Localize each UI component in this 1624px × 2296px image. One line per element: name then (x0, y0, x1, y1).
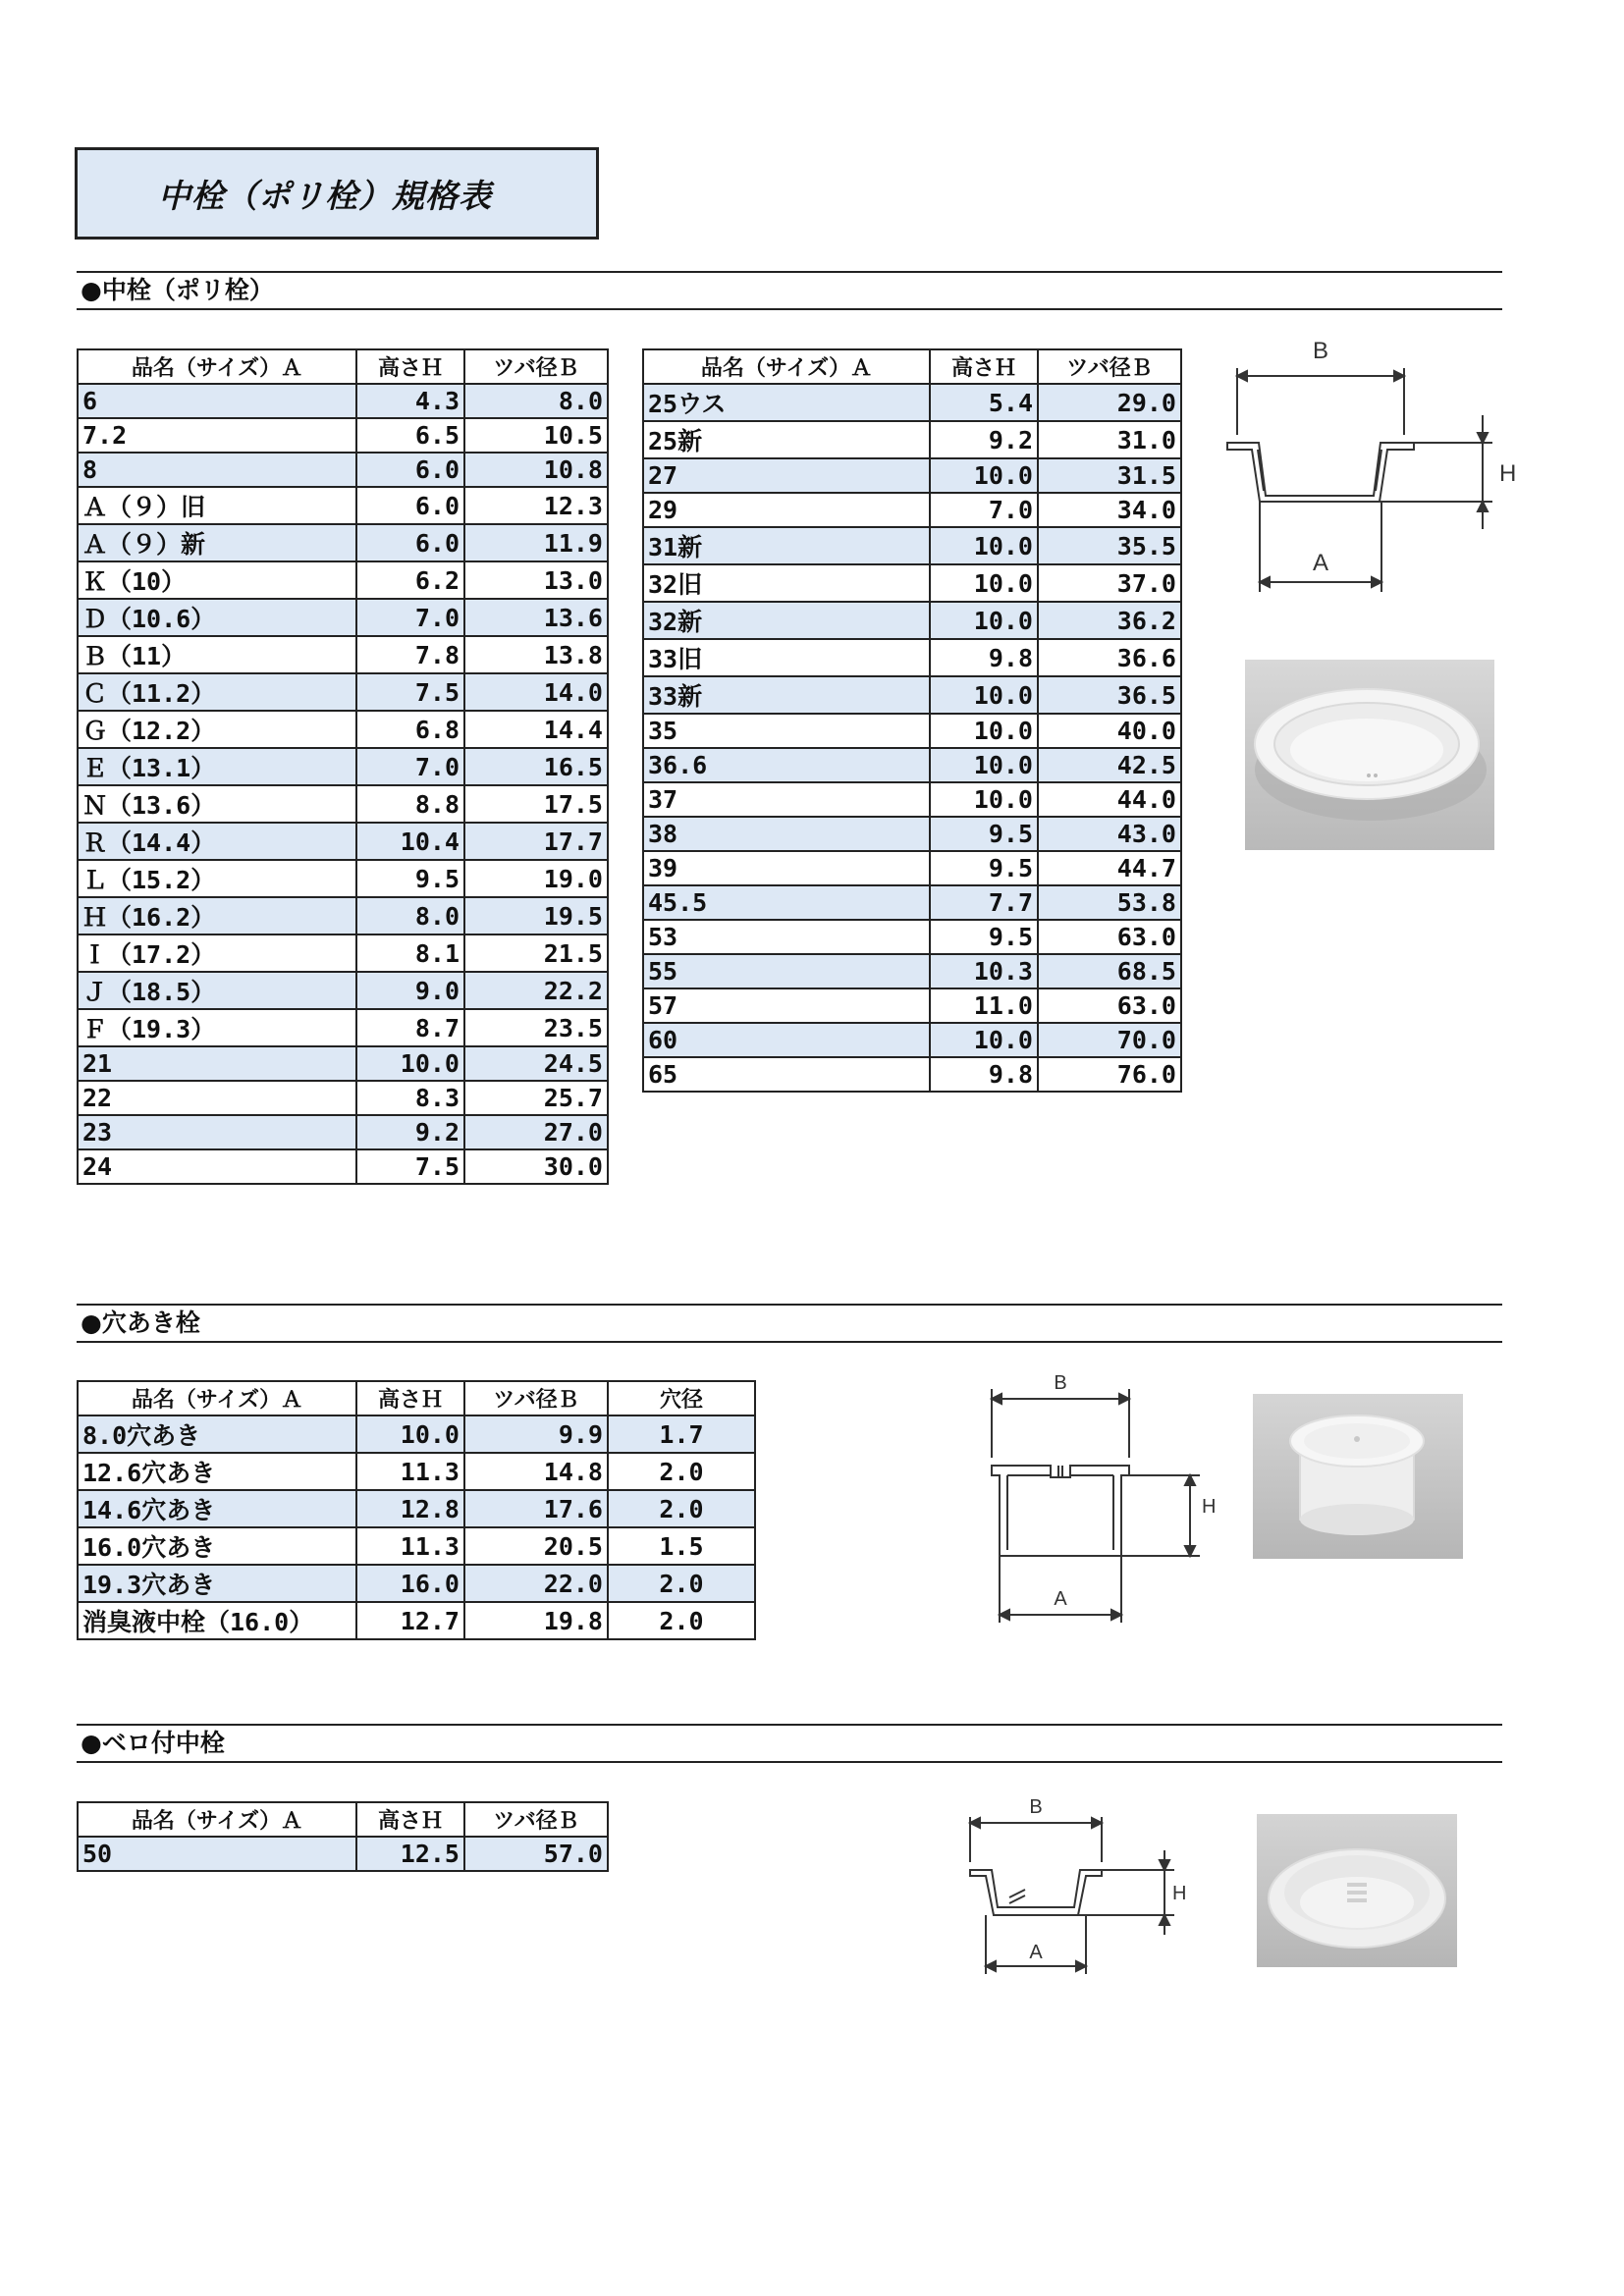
cell-name: 27 (643, 458, 930, 493)
cell-name: Ｈ（16.2） (78, 897, 356, 934)
cell-name: 23 (78, 1115, 356, 1149)
col-header-name: 品名（サイズ）Ａ (643, 349, 930, 384)
table-row (78, 1046, 608, 1081)
table-row (643, 782, 1181, 817)
cell-hole: 2.0 (608, 1602, 755, 1639)
diagram-label-h: H (1172, 1883, 1187, 1904)
cell-flange: 24.5 (464, 1046, 608, 1081)
table-row (78, 711, 608, 748)
table-row (643, 748, 1181, 782)
table-row (643, 421, 1181, 458)
cell-flange: 53.8 (1038, 885, 1181, 920)
cell-flange: 19.5 (464, 897, 608, 934)
col-header-hole: 穴径 (608, 1381, 755, 1415)
cell-height: 11.3 (356, 1453, 464, 1490)
table-row (643, 988, 1181, 1023)
table-row (78, 673, 608, 711)
cell-flange: 25.7 (464, 1081, 608, 1115)
cell-flange: 30.0 (464, 1149, 608, 1184)
cell-name: 55 (643, 954, 930, 988)
cell-height: 5.4 (930, 384, 1038, 421)
cell-name: 19.3穴あき (78, 1565, 356, 1602)
cell-flange: 23.5 (464, 1009, 608, 1046)
cell-name: 37 (643, 782, 930, 817)
cell-height: 10.0 (930, 602, 1038, 639)
cell-name: 38 (643, 817, 930, 851)
cell-flange: 13.6 (464, 599, 608, 636)
cell-height: 10.0 (930, 676, 1038, 714)
cell-flange: 9.9 (464, 1415, 608, 1453)
table-row (78, 384, 608, 418)
cell-height: 10.0 (356, 1046, 464, 1081)
cell-name: Ｄ（10.6） (78, 599, 356, 636)
cell-height: 9.5 (930, 920, 1038, 954)
table-row (78, 1115, 608, 1149)
cell-flange: 76.0 (1038, 1057, 1181, 1092)
cell-height: 8.8 (356, 785, 464, 823)
col-header-flange: ツバ径Ｂ (1038, 349, 1181, 384)
hole-plug-photo (1253, 1394, 1463, 1559)
cell-flange: 27.0 (464, 1115, 608, 1149)
table-row (643, 885, 1181, 920)
cell-hole: 2.0 (608, 1490, 755, 1527)
cell-flange: 63.0 (1038, 988, 1181, 1023)
table-row (78, 785, 608, 823)
cell-flange: 17.5 (464, 785, 608, 823)
poly-plug-photo (1245, 660, 1494, 850)
cell-flange: 10.8 (464, 453, 608, 487)
hole-table (77, 1380, 756, 1640)
diagram-label-b: B (1054, 1372, 1067, 1394)
poly-table-right (642, 348, 1182, 1093)
bellows-plug-diagram (960, 1791, 1206, 1988)
cell-hole: 2.0 (608, 1453, 755, 1490)
table-row (643, 493, 1181, 527)
cell-name: 32新 (643, 602, 930, 639)
cell-name: Ｃ（11.2） (78, 673, 356, 711)
cell-height: 9.5 (356, 860, 464, 897)
diagram-label-b: B (1029, 1796, 1043, 1818)
table-row (78, 823, 608, 860)
cell-flange: 36.6 (1038, 639, 1181, 676)
cell-flange: 14.8 (464, 1453, 608, 1490)
cell-height: 7.0 (356, 599, 464, 636)
cell-name: 12.6穴あき (78, 1453, 356, 1490)
cell-hole: 2.0 (608, 1565, 755, 1602)
cell-height: 7.5 (356, 1149, 464, 1184)
cell-height: 6.8 (356, 711, 464, 748)
cell-height: 10.3 (930, 954, 1038, 988)
cell-height: 10.0 (930, 714, 1038, 748)
cell-height: 12.8 (356, 1490, 464, 1527)
cell-flange: 22.2 (464, 972, 608, 1009)
cell-name: Ｉ（17.2） (78, 934, 356, 972)
cell-height: 9.2 (356, 1115, 464, 1149)
table-row (78, 1453, 755, 1490)
col-header-height: 高さＨ (356, 1802, 464, 1837)
cell-name: 33旧 (643, 639, 930, 676)
cell-height: 10.4 (356, 823, 464, 860)
table-row (643, 1057, 1181, 1092)
cell-flange: 34.0 (1038, 493, 1181, 527)
cell-flange: 44.7 (1038, 851, 1181, 885)
cell-name: Ｅ（13.1） (78, 748, 356, 785)
cell-flange: 13.8 (464, 636, 608, 673)
cell-name: 22 (78, 1081, 356, 1115)
cell-height: 6.0 (356, 453, 464, 487)
cell-flange: 29.0 (1038, 384, 1181, 421)
cell-flange: 43.0 (1038, 817, 1181, 851)
cell-name: 39 (643, 851, 930, 885)
table-row (643, 676, 1181, 714)
cell-flange: 20.5 (464, 1527, 608, 1565)
cell-height: 9.5 (930, 851, 1038, 885)
table-row (78, 934, 608, 972)
table-row (78, 453, 608, 487)
cell-height: 10.0 (930, 748, 1038, 782)
poly-plug-diagram (1222, 329, 1537, 604)
cell-flange: 36.5 (1038, 676, 1181, 714)
cell-height: 11.3 (356, 1527, 464, 1565)
cell-flange: 16.5 (464, 748, 608, 785)
table-row (78, 1009, 608, 1046)
cell-name: 14.6穴あき (78, 1490, 356, 1527)
cell-name: Ｂ（11） (78, 636, 356, 673)
table-row (78, 860, 608, 897)
cell-flange: 13.0 (464, 561, 608, 599)
cell-name: Ｒ（14.4） (78, 823, 356, 860)
cell-hole: 1.5 (608, 1527, 755, 1565)
col-header-flange: ツバ径Ｂ (464, 349, 608, 384)
cell-height: 8.0 (356, 897, 464, 934)
cell-name: 16.0穴あき (78, 1527, 356, 1565)
col-header-flange: ツバ径Ｂ (464, 1381, 608, 1415)
table-row (643, 920, 1181, 954)
cell-height: 10.0 (930, 527, 1038, 564)
col-header-height: 高さＨ (930, 349, 1038, 384)
cell-flange: 31.5 (1038, 458, 1181, 493)
table-row (78, 1149, 608, 1184)
table-row (78, 524, 608, 561)
cell-name: Ｎ（13.6） (78, 785, 356, 823)
diagram-label-h: H (1202, 1496, 1217, 1518)
col-header-height: 高さＨ (356, 1381, 464, 1415)
cell-name: Ｌ（15.2） (78, 860, 356, 897)
diagram-label-b: B (1312, 338, 1329, 364)
cell-height: 16.0 (356, 1565, 464, 1602)
cell-name: 21 (78, 1046, 356, 1081)
cell-height: 9.5 (930, 817, 1038, 851)
table-row (78, 487, 608, 524)
section-bellows-header: ●ベロ付中栓 (77, 1724, 1502, 1763)
cell-name: 60 (643, 1023, 930, 1057)
cell-name: 24 (78, 1149, 356, 1184)
page-title: 中栓（ポリ栓）規格表 (158, 176, 492, 215)
bellows-table (77, 1801, 609, 1872)
table-row (643, 714, 1181, 748)
cell-height: 7.0 (356, 748, 464, 785)
poly-table-left (77, 348, 609, 1185)
diagram-label-h: H (1499, 460, 1517, 487)
cell-name: Ｋ（10） (78, 561, 356, 599)
cell-flange: 36.2 (1038, 602, 1181, 639)
cell-name: 36.6 (643, 748, 930, 782)
cell-height: 7.0 (930, 493, 1038, 527)
cell-flange: 11.9 (464, 524, 608, 561)
cell-height: 9.0 (356, 972, 464, 1009)
cell-height: 6.0 (356, 487, 464, 524)
table-row (643, 954, 1181, 988)
section-hole-header: ●穴あき栓 (77, 1304, 1502, 1343)
cell-name: 50 (78, 1837, 356, 1871)
table-row (643, 602, 1181, 639)
cell-name: 32旧 (643, 564, 930, 602)
cell-name: 消臭液中栓（16.0） (78, 1602, 356, 1639)
table-row (643, 458, 1181, 493)
cell-flange: 12.3 (464, 487, 608, 524)
cell-flange: 17.7 (464, 823, 608, 860)
cell-height: 12.5 (356, 1837, 464, 1871)
bellows-plug-photo (1257, 1814, 1457, 1967)
table-row (78, 636, 608, 673)
col-header-flange: ツバ径Ｂ (464, 1802, 608, 1837)
cell-flange: 19.8 (464, 1602, 608, 1639)
cell-flange: 31.0 (1038, 421, 1181, 458)
table-row (78, 1527, 755, 1565)
col-header-name: 品名（サイズ）Ａ (78, 349, 356, 384)
cell-hole: 1.7 (608, 1415, 755, 1453)
table-row (78, 897, 608, 934)
cell-height: 9.8 (930, 639, 1038, 676)
cell-name: 31新 (643, 527, 930, 564)
cell-height: 8.7 (356, 1009, 464, 1046)
cell-flange: 35.5 (1038, 527, 1181, 564)
cell-flange: 40.0 (1038, 714, 1181, 748)
table-row (78, 1565, 755, 1602)
cell-name: 8.0穴あき (78, 1415, 356, 1453)
cell-name: Ｊ（18.5） (78, 972, 356, 1009)
cell-name: 8 (78, 453, 356, 487)
cell-flange: 70.0 (1038, 1023, 1181, 1057)
table-row (78, 1415, 755, 1453)
diagram-label-a: A (1029, 1942, 1043, 1963)
cell-height: 11.0 (930, 988, 1038, 1023)
cell-height: 10.0 (930, 1023, 1038, 1057)
table-row (78, 418, 608, 453)
cell-name: 7.2 (78, 418, 356, 453)
col-header-name: 品名（サイズ）Ａ (78, 1381, 356, 1415)
cell-flange: 10.5 (464, 418, 608, 453)
table-row (643, 639, 1181, 676)
table-row (643, 817, 1181, 851)
cell-name: Ｇ（12.2） (78, 711, 356, 748)
cell-height: 12.7 (356, 1602, 464, 1639)
cell-height: 4.3 (356, 384, 464, 418)
diagram-label-a: A (1312, 550, 1329, 576)
cell-flange: 21.5 (464, 934, 608, 972)
hole-plug-diagram (982, 1369, 1237, 1634)
table-row (643, 384, 1181, 421)
table-row (78, 1081, 608, 1115)
cell-flange: 68.5 (1038, 954, 1181, 988)
cell-flange: 22.0 (464, 1565, 608, 1602)
cell-name: 25ウス (643, 384, 930, 421)
section-poly-header: ●中栓（ポリ栓） (77, 271, 1502, 310)
cell-height: 10.0 (930, 564, 1038, 602)
diagram-label-a: A (1054, 1588, 1067, 1610)
cell-name: 25新 (643, 421, 930, 458)
cell-height: 7.7 (930, 885, 1038, 920)
cell-flange: 57.0 (464, 1837, 608, 1871)
col-header-height: 高さＨ (356, 349, 464, 384)
table-row (643, 1023, 1181, 1057)
cell-flange: 19.0 (464, 860, 608, 897)
cell-flange: 14.4 (464, 711, 608, 748)
cell-name: 33新 (643, 676, 930, 714)
table-row (78, 1490, 755, 1527)
cell-flange: 8.0 (464, 384, 608, 418)
cell-name: 57 (643, 988, 930, 1023)
table-row (78, 561, 608, 599)
cell-name: 35 (643, 714, 930, 748)
cell-height: 9.2 (930, 421, 1038, 458)
cell-flange: 42.5 (1038, 748, 1181, 782)
cell-height: 6.0 (356, 524, 464, 561)
table-row (643, 851, 1181, 885)
cell-height: 10.0 (930, 458, 1038, 493)
cell-name: 53 (643, 920, 930, 954)
cell-flange: 14.0 (464, 673, 608, 711)
cell-height: 7.8 (356, 636, 464, 673)
cell-flange: 44.0 (1038, 782, 1181, 817)
cell-name: Ａ（９）旧 (78, 487, 356, 524)
page-title-box (75, 147, 599, 240)
cell-height: 9.8 (930, 1057, 1038, 1092)
cell-name: Ｆ（19.3） (78, 1009, 356, 1046)
cell-name: 6 (78, 384, 356, 418)
cell-height: 8.3 (356, 1081, 464, 1115)
cell-height: 10.0 (356, 1415, 464, 1453)
table-row (78, 599, 608, 636)
cell-height: 10.0 (930, 782, 1038, 817)
cell-name: 45.5 (643, 885, 930, 920)
cell-name: 65 (643, 1057, 930, 1092)
cell-flange: 17.6 (464, 1490, 608, 1527)
table-row (643, 564, 1181, 602)
cell-name: 29 (643, 493, 930, 527)
cell-flange: 63.0 (1038, 920, 1181, 954)
cell-height: 6.2 (356, 561, 464, 599)
cell-name: Ａ（９）新 (78, 524, 356, 561)
table-row (78, 972, 608, 1009)
cell-height: 8.1 (356, 934, 464, 972)
cell-height: 7.5 (356, 673, 464, 711)
table-row (78, 1837, 608, 1871)
cell-flange: 37.0 (1038, 564, 1181, 602)
table-row (78, 748, 608, 785)
table-row (643, 527, 1181, 564)
table-row (78, 1602, 755, 1639)
cell-height: 6.5 (356, 418, 464, 453)
col-header-name: 品名（サイズ）Ａ (78, 1802, 356, 1837)
